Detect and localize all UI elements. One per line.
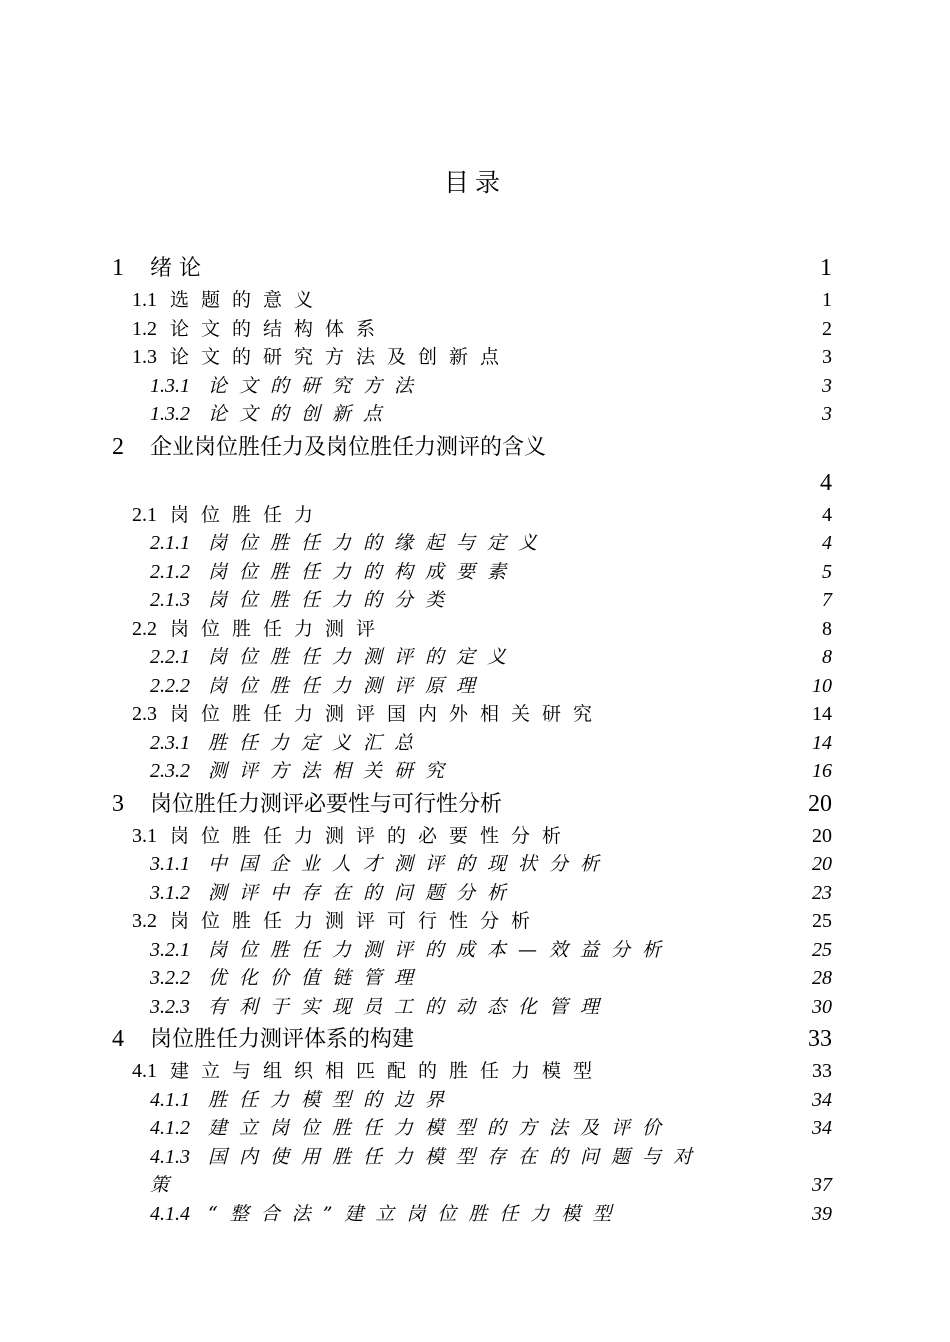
toc-entry-page: 37 — [812, 1174, 832, 1196]
toc-entry-label: 胜任力模型的边界 — [208, 1088, 457, 1111]
toc-entry-level3[interactable] — [112, 879, 832, 908]
toc-entry-level2[interactable] — [112, 822, 832, 851]
toc-entry-level1[interactable] — [112, 786, 832, 822]
toc-entry-number: 4.1 — [132, 1060, 157, 1082]
toc-entry-number: 2.1.3 — [150, 589, 190, 611]
toc-entry-level3[interactable] — [112, 757, 832, 786]
toc-title: 目录 — [443, 168, 506, 197]
toc-entry-number: 2.2 — [132, 617, 157, 640]
toc-entry-label: 岗位胜任力 — [170, 503, 326, 526]
toc-entry-continuation-line — [112, 1171, 832, 1200]
toc-entry-level3[interactable] — [112, 964, 832, 993]
toc-entry-page: 34 — [812, 1088, 832, 1111]
toc-entry-number: 3.2.1 — [150, 938, 190, 961]
toc-entry-page: 16 — [812, 760, 832, 782]
toc-entry-level3[interactable] — [112, 1143, 832, 1172]
toc-entry-page: 39 — [812, 1202, 832, 1225]
toc-entry-number: 1 — [112, 255, 124, 281]
toc-entry-page: 2 — [822, 317, 832, 340]
toc-entry-number: 4.1.4 — [150, 1202, 190, 1225]
toc-entry-number: 2 — [112, 433, 124, 460]
toc-entry-level2[interactable] — [112, 286, 832, 315]
toc-entry-level3[interactable] — [112, 850, 832, 879]
toc-entry-label: 绪 论 — [150, 256, 201, 281]
toc-entry-number: 3.2.3 — [150, 995, 190, 1018]
toc-entry-number: 1.1 — [132, 289, 157, 311]
toc-entry-number: 2.2.1 — [150, 646, 190, 668]
toc-entry-level3[interactable] — [112, 372, 832, 401]
toc-entry-number: 2.3 — [132, 703, 157, 725]
toc-entry-level3[interactable] — [112, 643, 832, 672]
toc-entry-number: 3 — [112, 790, 124, 817]
toc-entry-level3[interactable] — [112, 529, 832, 558]
toc-entry-level1[interactable] — [112, 250, 832, 286]
toc-entry-page: 25 — [812, 938, 832, 961]
toc-entry-label: 有利于实现员工的动态化管理 — [208, 995, 612, 1018]
toc-entry-label: 测评中存在的问题分析 — [208, 881, 519, 904]
toc-entry-page: 8 — [822, 617, 832, 640]
toc-entry-number: 3.2.2 — [150, 967, 190, 989]
toc-entry-label: 岗位胜任力测评 — [170, 617, 388, 640]
toc-entry-label: 论文的研究方法 — [208, 374, 426, 397]
toc-entry-page: 23 — [812, 881, 832, 904]
toc-entry-page: 20 — [808, 790, 832, 817]
toc-entry-page: 34 — [812, 1117, 832, 1139]
toc-entry-page: 14 — [812, 731, 832, 754]
toc-entry-label: 岗位胜任力测评原理 — [208, 674, 488, 697]
toc-entry-label-continuation: 策 — [150, 1174, 182, 1196]
toc-entry-label: 岗位胜任力测评的定义 — [208, 646, 519, 668]
toc-entry-number: 1.2 — [132, 317, 157, 340]
toc-entry-level3[interactable] — [112, 729, 832, 758]
toc-entry-page: 3 — [822, 403, 832, 425]
toc-entry-number: 4.1.1 — [150, 1088, 190, 1111]
toc-entry-page: 14 — [812, 703, 832, 725]
toc-entry-number: 3.1.1 — [150, 853, 190, 875]
toc-entry-label: 国内使用胜任力模型存在的问题与对 — [208, 1145, 705, 1168]
toc-entry-page: 3 — [822, 374, 832, 397]
toc-entry-number: 3.1 — [132, 824, 157, 847]
toc-entry-label: “整合法”建立岗位胜任力模型 — [208, 1202, 624, 1225]
toc-entry-page-line — [112, 465, 832, 501]
toc-entry-number: 4.1.2 — [150, 1117, 190, 1139]
toc-entry-number: 4 — [112, 1026, 124, 1052]
toc-entry-number: 2.2.2 — [150, 674, 190, 697]
toc-entry-page: 33 — [812, 1060, 832, 1082]
toc-entry-label: 岗位胜任力的缘起与定义 — [208, 532, 550, 554]
toc-entry-level2[interactable] — [112, 907, 832, 936]
toc-entry-level3[interactable] — [112, 558, 832, 587]
toc-entry-level3[interactable] — [112, 1086, 832, 1115]
toc-entry-label: 选题的意义 — [170, 289, 326, 311]
toc-entry-level3[interactable] — [112, 1200, 832, 1229]
toc-entry-page: 33 — [808, 1026, 832, 1052]
toc-entry-number: 2.3.1 — [150, 731, 190, 754]
toc-entry-label: 岗位胜任力测评国内外相关研究 — [170, 703, 605, 725]
toc-entry-level2[interactable] — [112, 700, 832, 729]
toc-entry-page: 1 — [822, 289, 832, 311]
toc-entry-label: 岗位胜任力测评的必要性分析 — [170, 824, 574, 847]
toc-entry-page: 20 — [812, 824, 832, 847]
toc-entry-label: 建立岗位胜任力模型的方法及评价 — [208, 1117, 674, 1139]
toc-entry-label: 岗位胜任力测评可行性分析 — [170, 910, 543, 932]
toc-list — [112, 250, 832, 1228]
toc-entry-level1[interactable] — [112, 1021, 832, 1057]
toc-entry-number: 2.3.2 — [150, 760, 190, 782]
toc-entry-number: 3.2 — [132, 910, 157, 932]
toc-entry-label: 企业岗位胜任力及岗位胜任力测评的含义 — [150, 434, 547, 460]
toc-entry-page: 25 — [812, 910, 832, 932]
toc-entry-level3[interactable] — [112, 936, 832, 965]
toc-entry-label: 测评方法相关研究 — [208, 760, 457, 782]
toc-entry-label: 建立与组织相匹配的胜任力模型 — [170, 1060, 605, 1082]
toc-entry-level2[interactable] — [112, 615, 832, 644]
toc-entry-level2[interactable] — [112, 315, 832, 344]
toc-entry-label: 岗位胜任力的分类 — [208, 589, 457, 611]
toc-entry-page: 30 — [812, 995, 832, 1018]
toc-entry-level3[interactable] — [112, 993, 832, 1022]
toc-entry-level2[interactable] — [112, 1057, 832, 1086]
toc-entry-page: 4 — [820, 469, 832, 496]
toc-entry-page: 4 — [822, 532, 832, 554]
toc-entry-label: 论文的创新点 — [208, 403, 395, 425]
toc-entry-label: 优化价值链管理 — [208, 967, 426, 989]
toc-entry-label: 岗位胜任力测评的成本—效益分析 — [208, 938, 674, 961]
toc-entry-level3[interactable] — [112, 586, 832, 615]
toc-entry-level3[interactable] — [112, 672, 832, 701]
toc-entry-label: 论文的结构体系 — [170, 317, 388, 340]
toc-entry-number: 2.1.1 — [150, 532, 190, 554]
toc-entry-label: 岗位胜任力测评必要性与可行性分析 — [150, 791, 503, 817]
toc-entry-number: 1.3.1 — [150, 374, 190, 397]
toc-entry-level1[interactable] — [112, 429, 832, 465]
toc-entry-label: 岗位胜任力的构成要素 — [208, 560, 519, 583]
toc-entry-level2[interactable] — [112, 343, 832, 372]
toc-entry-number: 2.1 — [132, 503, 157, 526]
toc-entry-page: 4 — [822, 503, 832, 526]
toc-entry-page: 1 — [820, 255, 832, 281]
toc-entry-label: 胜任力定义汇总 — [208, 731, 426, 754]
toc-entry-label: 论文的研究方法及创新点 — [170, 346, 512, 368]
toc-entry-number: 3.1.2 — [150, 881, 190, 904]
toc-entry-page: 20 — [812, 853, 832, 875]
toc-entry-level3[interactable] — [112, 400, 832, 429]
toc-entry-page: 10 — [812, 674, 832, 697]
toc-entry-label: 岗位胜任力测评体系的构建 — [150, 1027, 415, 1052]
toc-entry-number: 1.3 — [132, 346, 157, 368]
toc-entry-number: 1.3.2 — [150, 403, 190, 425]
toc-entry-number: 4.1.3 — [150, 1145, 190, 1168]
toc-entry-page: 3 — [822, 346, 832, 368]
toc-entry-level2[interactable] — [112, 501, 832, 530]
toc-entry-page: 7 — [822, 589, 832, 611]
toc-entry-page: 28 — [812, 967, 832, 989]
toc-entry-level3[interactable] — [112, 1114, 832, 1143]
toc-entry-page: 8 — [822, 646, 832, 668]
toc-entry-label: 中国企业人才测评的现状分析 — [208, 853, 612, 875]
toc-entry-number: 2.1.2 — [150, 560, 190, 583]
toc-entry-page: 5 — [822, 560, 832, 583]
